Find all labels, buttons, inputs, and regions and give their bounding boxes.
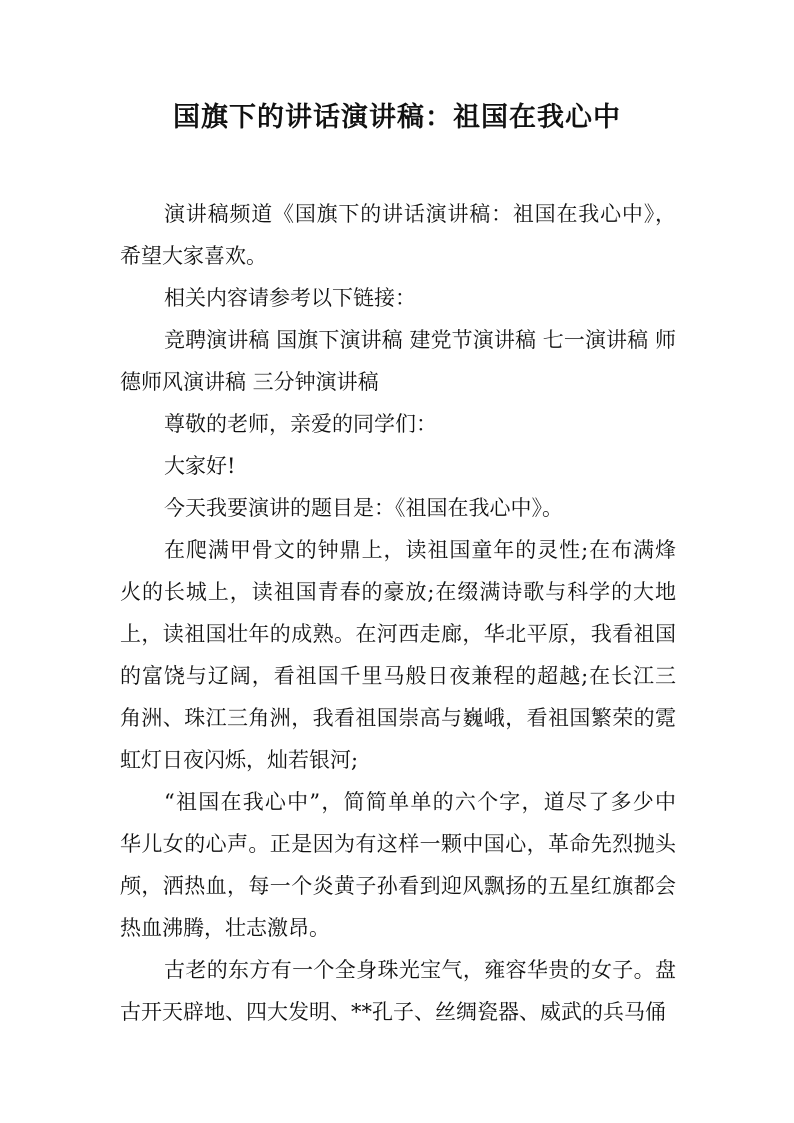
paragraph-line: 颅，洒热血，每一个炎黄子孙看到迎风飘扬的五星红旗都会 bbox=[120, 874, 676, 898]
paragraph bbox=[120, 529, 676, 781]
document-title: 国旗下的讲话演讲稿：祖国在我心中 bbox=[173, 102, 621, 133]
paragraph-line: 上，读祖国壮年的成熟。在河西走廊，华北平原，我看祖国 bbox=[120, 622, 676, 646]
paragraph-line: 今天我要演讲的题目是：《祖国在我心中》。 bbox=[164, 496, 563, 520]
paragraph bbox=[120, 403, 676, 445]
paragraph-line: 竞聘演讲稿 国旗下演讲稿 建党节演讲稿 七一演讲稿 师 bbox=[164, 328, 676, 352]
paragraph-line: 相关内容请参考以下链接： bbox=[164, 286, 416, 310]
paragraph-line: 古开天辟地、四大发明、**孔子、丝绸瓷器、威武的兵马俑 bbox=[120, 1000, 666, 1024]
document-body bbox=[120, 193, 676, 1033]
paragraph bbox=[120, 193, 676, 277]
paragraph bbox=[120, 277, 676, 319]
paragraph bbox=[120, 781, 676, 949]
paragraph-line: 角洲、珠江三角洲，我看祖国崇高与巍峨，看祖国繁荣的霓 bbox=[120, 706, 676, 730]
paragraph bbox=[120, 319, 676, 403]
paragraph-line: 尊敬的老师，亲爱的同学们： bbox=[164, 412, 437, 436]
paragraph-line: “祖国在我心中”，简简单单的六个字，道尽了多少中 bbox=[164, 790, 676, 814]
paragraph-line: 大家好! bbox=[164, 454, 236, 478]
paragraph-line: 在爬满甲骨文的钟鼎上，读祖国童年的灵性;在布满烽 bbox=[164, 538, 676, 562]
paragraph-line: 演讲稿频道《国旗下的讲话演讲稿：祖国在我心中》， bbox=[164, 202, 676, 226]
paragraph-line: 的富饶与辽阔，看祖国千里马般日夜兼程的超越;在长江三 bbox=[120, 664, 676, 688]
paragraph-line: 华儿女的心声。正是因为有这样一颗中国心，革命先烈抛头 bbox=[120, 832, 676, 856]
paragraph bbox=[120, 487, 676, 529]
paragraph-line: 虹灯日夜闪烁，灿若银河; bbox=[120, 748, 359, 772]
paragraph-line: 希望大家喜欢。 bbox=[120, 244, 267, 268]
paragraph-line: 热血沸腾，壮志激昂。 bbox=[120, 916, 330, 940]
paragraph bbox=[120, 445, 676, 487]
paragraph bbox=[120, 949, 676, 1033]
paragraph-line: 德师风演讲稿 三分钟演讲稿 bbox=[120, 370, 379, 394]
paragraph-line: 火的长城上，读祖国青春的豪放;在缀满诗歌与科学的大地 bbox=[120, 580, 676, 604]
paragraph-line: 古老的东方有一个全身珠光宝气，雍容华贵的女子。盘 bbox=[164, 958, 676, 982]
